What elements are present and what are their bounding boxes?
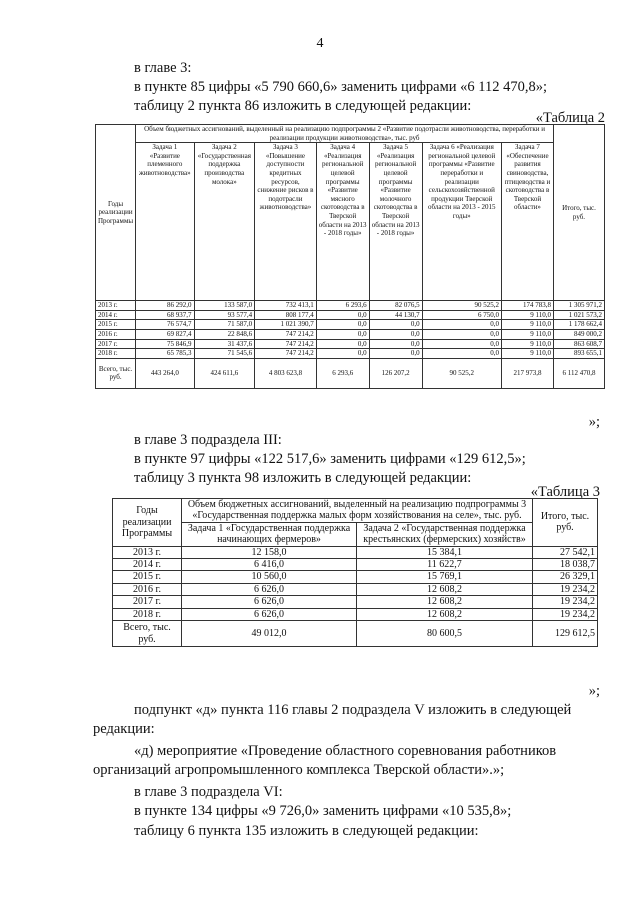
text-line: таблицу 2 пункта 86 изложить в следующей редакции: [134, 98, 472, 114]
text-line: подпункт «д» пункта 116 главы 2 подраздела V изложить в следующей [134, 702, 572, 718]
table2-total-header: Итого, тыс. руб. [554, 125, 605, 301]
table-total-row: Всего, тыс. руб. 443 264,0 424 611,6 4 803 623,8 6 293,6 126 207,2 90 525,2 217 973,8 6 112 470,8 [96, 358, 605, 388]
table-3 [112, 498, 598, 647]
table2-task-header: Задача 1 «Развитие племенного животноводства» [136, 143, 194, 301]
table2-group-header: Объем бюджетных ассигнований, выделенный на реализацию подпрограммы 2 «Развитие подотрасли животноводства, переработки и реализации продукции животноводства», тыс. руб [136, 125, 554, 143]
table2-task-header: Задача 7 «Обеспечение развития свиноводства, птицеводства и скотоводства в Тверской области» [501, 143, 553, 301]
table-row: 2017 г. 75 846,9 31 437,6 747 214,2 0,0 0,0 0,0 9 110,0 863 608,7 [96, 339, 605, 349]
table3-group-header: Объем бюджетных ассигнований, выделенный на реализацию подпрограммы 3 «Государственная поддержка малых форм хозяйствования на селе», тыс. руб. [182, 499, 533, 523]
text-line: таблицу 6 пункта 135 изложить в следующей редакции: [134, 823, 479, 839]
table-row: 2014 г. 68 937,7 93 577,4 808 177,4 0,0 44 130,7 6 750,0 9 110,0 1 021 573,2 [96, 310, 605, 320]
closing-mark: »; [588, 414, 600, 430]
table-2 [95, 124, 605, 389]
text-line: «д) мероприятие «Проведение областного соревнования работников [134, 743, 557, 759]
table3-total-header: Итого, тыс. руб. [533, 499, 598, 547]
text-line: в пункте 97 цифры «122 517,6» заменить цифрами «129 612,5»; [134, 451, 526, 467]
table2-task-header: Задача 6 «Реализация региональной целевой программы «Развитие переработки и реализации сельскохозяйственной продукции Тверской области на 2013 - 2015 годы» [422, 143, 501, 301]
table2-task-header: Задача 4 «Реализация региональной целевой программы «Развитие мясного скотоводства в Тверской области на 2013 - 2018 годы» [316, 143, 369, 301]
text-line: организаций агропромышленного комплекса Тверской области».»; [93, 762, 505, 778]
table3-task-header: Задача 1 «Государственная поддержка начинающих фермеров» [182, 522, 357, 546]
table3-caption: «Таблица 3 [530, 484, 600, 500]
table2-task-header: Задача 5 «Реализация региональной целевой программы «Развитие молочного скотоводства в Тверской области на 2013 - 2018 годы» [369, 143, 422, 301]
text-line: в главе 3: [134, 60, 192, 76]
table2-year-header: Годы реализации Программы [96, 125, 136, 301]
table-total-row: Всего, тыс. руб. 49 012,0 80 600,5 129 612,5 [113, 621, 598, 647]
text-line: в главе 3 подраздела III: [134, 432, 282, 448]
text-line: редакции: [93, 721, 155, 737]
table-row: 2014 г. 6 416,0 11 622,7 18 038,7 [113, 559, 598, 571]
table-row: 2018 г. 65 785,3 71 545,6 747 214,2 0,0 0,0 0,0 9 110,0 893 655,1 [96, 349, 605, 359]
table-row: 2015 г. 10 560,0 15 769,1 26 329,1 [113, 571, 598, 583]
table-row: 2013 г. 12 158,0 15 384,1 27 542,1 [113, 546, 598, 558]
table-row: 2013 г. 86 292,0 133 587,0 732 413,1 6 293,6 82 076,5 90 525,2 174 783,8 1 305 971,2 [96, 301, 605, 311]
table-row: 2018 г. 6 626,0 12 608,2 19 234,2 [113, 608, 598, 620]
text-line: в главе 3 подраздела VI: [134, 784, 283, 800]
table-row: 2015 г. 76 574,7 71 587,0 1 021 390,7 0,0 0,0 0,0 9 110,0 1 178 662,4 [96, 320, 605, 330]
text-line: в пункте 85 цифры «5 790 660,6» заменить цифрами «6 112 470,8»; [134, 79, 548, 95]
table2-caption: «Таблица 2 [535, 110, 605, 126]
table2-task-header: Задача 2 «Государственная поддержка производства молока» [194, 143, 255, 301]
text-line: в пункте 134 цифры «9 726,0» заменить цифрами «10 535,8»; [134, 803, 512, 819]
page-number: 4 [316, 36, 324, 51]
text-line: таблицу 3 пункта 98 изложить в следующей редакции: [134, 470, 472, 486]
table-row: 2016 г. 6 626,0 12 608,2 19 234,2 [113, 583, 598, 595]
table-row: 2017 г. 6 626,0 12 608,2 19 234,2 [113, 596, 598, 608]
closing-mark: »; [588, 683, 600, 699]
table3-year-header: Годы реализации Программы [113, 499, 182, 547]
table3-task-header: Задача 2 «Государственная поддержка крестьянских (фермерских) хозяйств» [357, 522, 533, 546]
table-row: 2016 г. 69 827,4 22 848,6 747 214,2 0,0 0,0 0,0 9 110,0 849 000,2 [96, 329, 605, 339]
table2-task-header: Задача 3 «Повышение доступности кредитных ресурсов, снижение рисков в подотрасли животноводства» [255, 143, 317, 301]
